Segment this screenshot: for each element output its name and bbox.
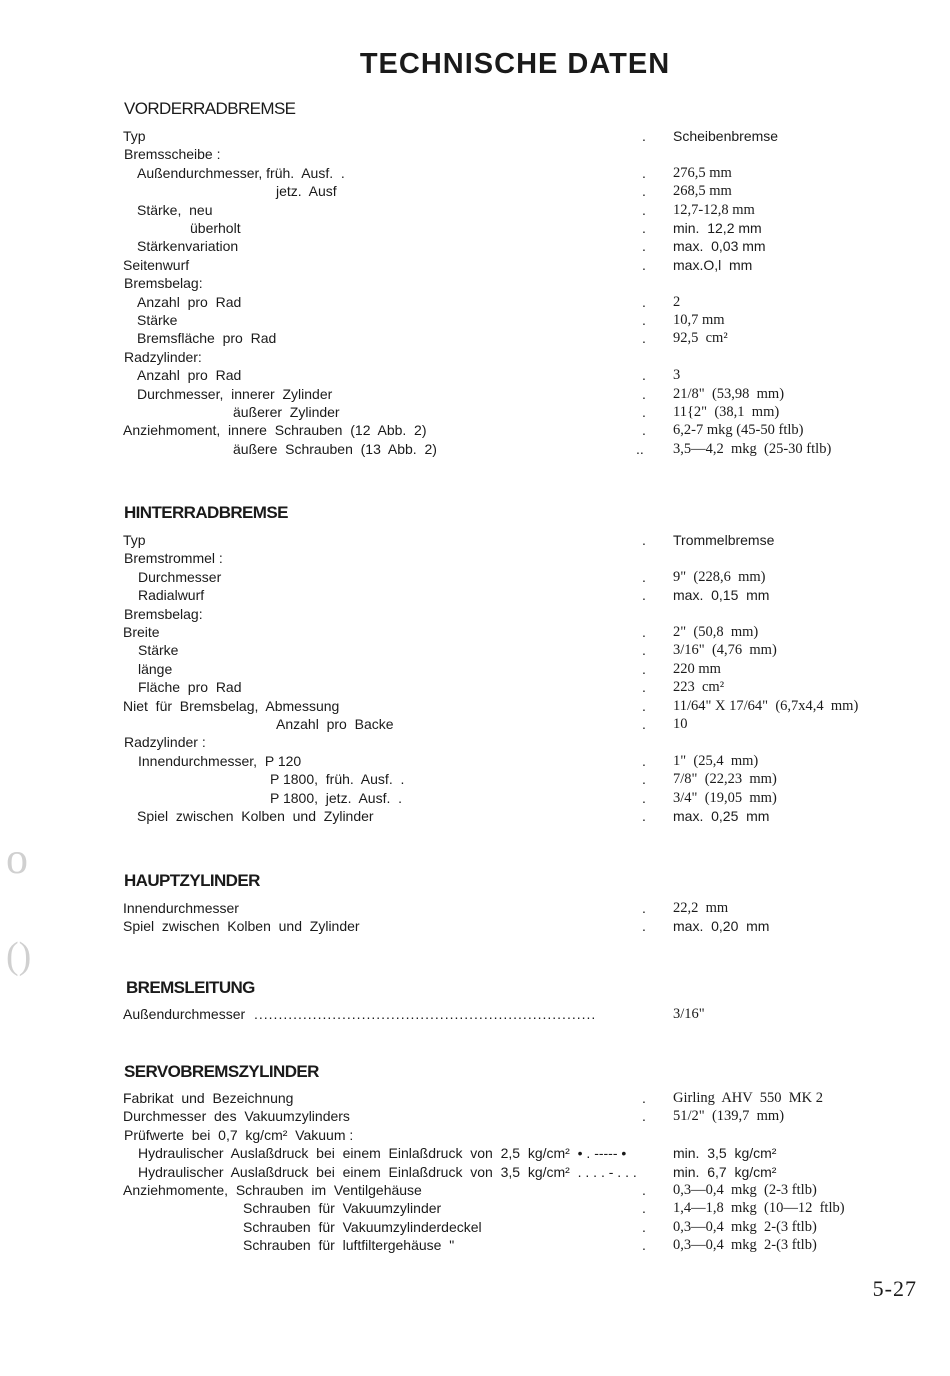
- spec-value: 6,2-7 mkg (45-50 ftlb): [673, 422, 804, 439]
- spec-row: [0, 386, 950, 404]
- leader-dot: .: [642, 367, 646, 384]
- section-heading-hinterradbremse: HINTERRADBREMSE: [124, 503, 288, 522]
- spec-row: [0, 642, 950, 660]
- leader-dot: ..: [636, 440, 644, 457]
- spec-label: Stärkenvariation: [137, 238, 239, 255]
- spec-label: länge: [138, 660, 173, 677]
- spec-value: 7/8" (22,23 mm): [673, 771, 777, 788]
- spec-label: Durchmesser des Vakuumzylinders: [123, 1108, 350, 1125]
- spec-value: 220 mm: [673, 660, 721, 677]
- spec-row: [0, 1145, 950, 1163]
- spec-value: Trommelbremse: [673, 532, 775, 548]
- spec-value: 1" (25,4 mm): [673, 752, 759, 769]
- spec-row: [0, 1108, 950, 1126]
- spec-row: [0, 679, 950, 697]
- spec-row: [0, 1127, 950, 1145]
- section-heading-hauptzylinder: HAUPTZYLINDER: [124, 871, 260, 890]
- spec-value: 0,3—0,4 mkg 2-(3 ftlb): [673, 1237, 817, 1254]
- spec-row: [0, 220, 950, 238]
- spec-label: Fläche pro Rad: [138, 679, 242, 696]
- leader-dot: .: [642, 404, 646, 420]
- section-heading-bremsleitung: BREMSLEITUNG: [126, 978, 255, 997]
- spec-value: 3/16" (4,76 mm): [673, 642, 777, 659]
- leader-dot: .: [642, 201, 646, 218]
- spec-value: 2" (50,8 mm): [673, 624, 759, 640]
- spec-value: 12,7-12,8 mm: [673, 201, 755, 218]
- spec-label: Anzahl pro Rad: [137, 293, 242, 310]
- leader-dot: .: [642, 1090, 646, 1106]
- spec-value: 3/16": [673, 1006, 705, 1022]
- leader-dot: .: [642, 697, 646, 714]
- spec-label: Radzylinder :: [124, 734, 206, 751]
- spec-row: [0, 1164, 950, 1182]
- spec-value: 3: [673, 367, 681, 384]
- leader-dot: .: [642, 1237, 646, 1254]
- spec-row: [0, 1182, 950, 1200]
- leader-dot: .: [642, 1218, 646, 1235]
- spec-label: P 1800, jetz. Ausf. .: [270, 789, 403, 806]
- spec-row: [0, 918, 950, 936]
- spec-value: Girling AHV 550 MK 2: [673, 1090, 823, 1106]
- spec-label: überholt: [190, 220, 241, 236]
- spec-row: [0, 330, 950, 348]
- spec-value: min. 3,5 kg/cm²: [673, 1145, 777, 1162]
- spec-label: Stärke, neu: [137, 201, 213, 218]
- spec-label: Spiel zwischen Kolben und Zylinder: [137, 808, 374, 824]
- leader-dot: .: [642, 128, 646, 144]
- spec-row: [0, 294, 950, 312]
- spec-value: 3,5—4,2 mkg (25-30 ftlb): [673, 440, 832, 457]
- leader-dot: .: [642, 312, 646, 328]
- spec-label: Typ: [123, 532, 146, 548]
- spec-row: [0, 606, 950, 624]
- spec-value: min. 6,7 kg/cm²: [673, 1163, 777, 1180]
- spec-row: [0, 349, 950, 367]
- spec-row: [0, 183, 950, 201]
- spec-row: [0, 790, 950, 808]
- leader-dot: .: [642, 587, 646, 604]
- leader-dot: .: [642, 1108, 646, 1125]
- margin-mark-circle: o: [6, 834, 28, 883]
- spec-label: Hydraulischer Auslaßdruck bei einem Einlaßdruck von 3,5 kg/cm² . . . . - . . .: [138, 1163, 637, 1180]
- spec-row: [0, 624, 950, 642]
- spec-label: Stärke: [137, 312, 178, 328]
- leader-dot: .: [642, 422, 646, 439]
- spec-row: [0, 753, 950, 771]
- spec-row: [0, 441, 950, 459]
- spec-label: Außendurchmesser, früh. Ausf. .: [137, 164, 345, 181]
- spec-row: [0, 532, 950, 550]
- leader-dot: .: [642, 642, 646, 659]
- spec-row: [0, 1200, 950, 1218]
- spec-label: Anzahl pro Backe: [276, 716, 394, 732]
- leader-dot: .: [642, 164, 646, 181]
- spec-label: Außendurchmesser: [123, 1006, 246, 1022]
- leader-dot: .: [642, 532, 646, 548]
- spec-value: 223 cm²: [673, 679, 725, 696]
- leader-dot: .: [642, 679, 646, 696]
- spec-row: [0, 661, 950, 679]
- spec-label: Breite: [123, 624, 160, 640]
- spec-row: [0, 404, 950, 422]
- spec-label: Bremstrommel :: [124, 550, 223, 567]
- leader-dot: .: [642, 918, 646, 935]
- leader-dot: .: [642, 660, 646, 677]
- spec-row: [0, 275, 950, 293]
- spec-label: Fabrikat und Bezeichnung: [123, 1090, 294, 1106]
- spec-label: Schrauben für Vakuumzylinder: [243, 1200, 442, 1217]
- spec-label: Anziehmoment, innere Schrauben (12 Abb. 2): [123, 422, 427, 439]
- leader-dot: .: [642, 385, 646, 402]
- page-number: 5-27: [872, 1276, 917, 1301]
- section-heading-vorderradbremse: VORDERRADBREMSE: [124, 99, 296, 118]
- leader-dot: .: [642, 624, 646, 640]
- spec-row: [0, 1219, 950, 1237]
- leader-dot: .: [642, 1200, 646, 1217]
- spec-label: Niet für Bremsbelag, Abmessung: [123, 697, 340, 714]
- spec-row: [0, 1090, 950, 1108]
- leader-dot: .: [642, 752, 646, 769]
- spec-label: Prüfwerte bei 0,7 kg/cm² Vakuum :: [124, 1126, 354, 1143]
- spec-value: 9" (228,6 mm): [673, 568, 766, 585]
- spec-label: Durchmesser, innerer Zylinder: [137, 385, 333, 402]
- spec-label: Bremsscheibe :: [124, 146, 221, 163]
- spec-row: [0, 238, 950, 256]
- spec-value: 0,3—0,4 mkg (2-3 ftlb): [673, 1182, 817, 1198]
- section-heading-servobremszylinder: SERVOBREMSZYLINDER: [124, 1062, 319, 1081]
- spec-label: P 1800, früh. Ausf. .: [270, 771, 405, 788]
- leader-dot: .: [642, 568, 646, 585]
- spec-row: [0, 550, 950, 568]
- spec-row: [0, 257, 950, 275]
- spec-value: 268,5 mm: [673, 183, 732, 200]
- spec-value: 10: [673, 716, 688, 732]
- spec-value: 11/64" X 17/64" (6,7x4,4 mm): [673, 697, 859, 714]
- leader-dot: .: [642, 293, 646, 310]
- spec-label: Anziehmomente, Schrauben im Ventilgehäuse: [123, 1182, 422, 1198]
- spec-label: Radzylinder:: [124, 348, 202, 365]
- spec-value: max. 0,25 mm: [673, 808, 770, 824]
- spec-value: min. 12,2 mm: [673, 220, 762, 236]
- leader-dot: .: [642, 183, 646, 200]
- spec-label: äußere Schrauben (13 Abb. 2): [233, 440, 437, 457]
- leader-dot: .: [642, 900, 646, 916]
- spec-row: [0, 587, 950, 605]
- spec-value: 11{2" (38,1 mm): [673, 404, 780, 420]
- spec-row: [0, 128, 950, 146]
- spec-row: [0, 808, 950, 826]
- spec-label: Bremsbelag:: [124, 275, 203, 292]
- leader-dots: ......................................................................: [254, 1006, 597, 1022]
- spec-value: max. 0,20 mm: [673, 918, 770, 935]
- spec-value: 2: [673, 293, 681, 310]
- spec-label: Durchmesser: [138, 568, 222, 585]
- spec-row: [0, 734, 950, 752]
- spec-value: 92,5 cm²: [673, 330, 728, 347]
- spec-value: Scheibenbremse: [673, 128, 779, 144]
- spec-label: Bremsfläche pro Rad: [137, 330, 277, 347]
- margin-mark-parens: (): [6, 935, 32, 977]
- spec-value: 10,7 mm: [673, 312, 725, 328]
- spec-label: Seitenwurf: [123, 256, 190, 273]
- spec-value: 51/2" (139,7 mm): [673, 1108, 785, 1125]
- spec-label: Schrauben für Vakuumzylinderdeckel: [243, 1218, 482, 1235]
- spec-row: [0, 367, 950, 385]
- leader-dot: .: [642, 330, 646, 347]
- spec-label: Anzahl pro Rad: [137, 367, 242, 384]
- spec-value: max.O,l mm: [673, 256, 753, 273]
- spec-row: [0, 202, 950, 220]
- spec-value: 3/4" (19,05 mm): [673, 789, 777, 806]
- spec-row: [0, 422, 950, 440]
- spec-row: [0, 146, 950, 164]
- leader-dot: .: [642, 771, 646, 788]
- spec-label: Schrauben für luftfiltergehäuse ": [243, 1237, 455, 1254]
- leader-dot: .: [642, 1182, 646, 1198]
- spec-row: [0, 771, 950, 789]
- leader-dot: .: [642, 789, 646, 806]
- leader-dot: .: [642, 220, 646, 236]
- spec-label: äußerer Zylinder: [233, 404, 340, 420]
- spec-row: [0, 1006, 950, 1024]
- spec-value: max. 0,03 mm: [673, 238, 766, 255]
- spec-value: 22,2 mm: [673, 900, 729, 916]
- spec-row: [0, 716, 950, 734]
- spec-label: Stärke: [138, 642, 179, 659]
- leader-dot: .: [642, 238, 646, 255]
- spec-value: max. 0,15 mm: [673, 587, 770, 604]
- spec-value: 21/8" (53,98 mm): [673, 385, 785, 402]
- spec-label: Hydraulischer Auslaßdruck bei einem Einlaßdruck von 2,5 kg/cm² • . ----- •: [138, 1145, 627, 1162]
- spec-label: Innendurchmesser: [123, 900, 239, 916]
- spec-label: Typ: [123, 128, 146, 144]
- spec-row: [0, 698, 950, 716]
- spec-row: [0, 1237, 950, 1255]
- leader-dot: .: [642, 256, 646, 273]
- spec-row: [0, 165, 950, 183]
- spec-value: 276,5 mm: [673, 164, 732, 181]
- spec-row: [0, 569, 950, 587]
- spec-label: Bremsbelag:: [124, 605, 203, 622]
- spec-value: 0,3—0,4 mkg 2-(3 ftlb): [673, 1218, 817, 1235]
- spec-label: Innendurchmesser, P 120: [138, 752, 302, 769]
- page-title: TECHNISCHE DATEN: [359, 48, 671, 80]
- spec-row: [0, 900, 950, 918]
- leader-dot: .: [642, 808, 646, 824]
- spec-label: Spiel zwischen Kolben und Zylinder: [123, 918, 360, 935]
- spec-label: Radialwurf: [138, 587, 205, 604]
- spec-label: jetz. Ausf: [276, 183, 337, 200]
- spec-row: [0, 312, 950, 330]
- spec-value: 1,4—1,8 mkg (10—12 ftlb): [673, 1200, 845, 1217]
- leader-dot: .: [642, 716, 646, 732]
